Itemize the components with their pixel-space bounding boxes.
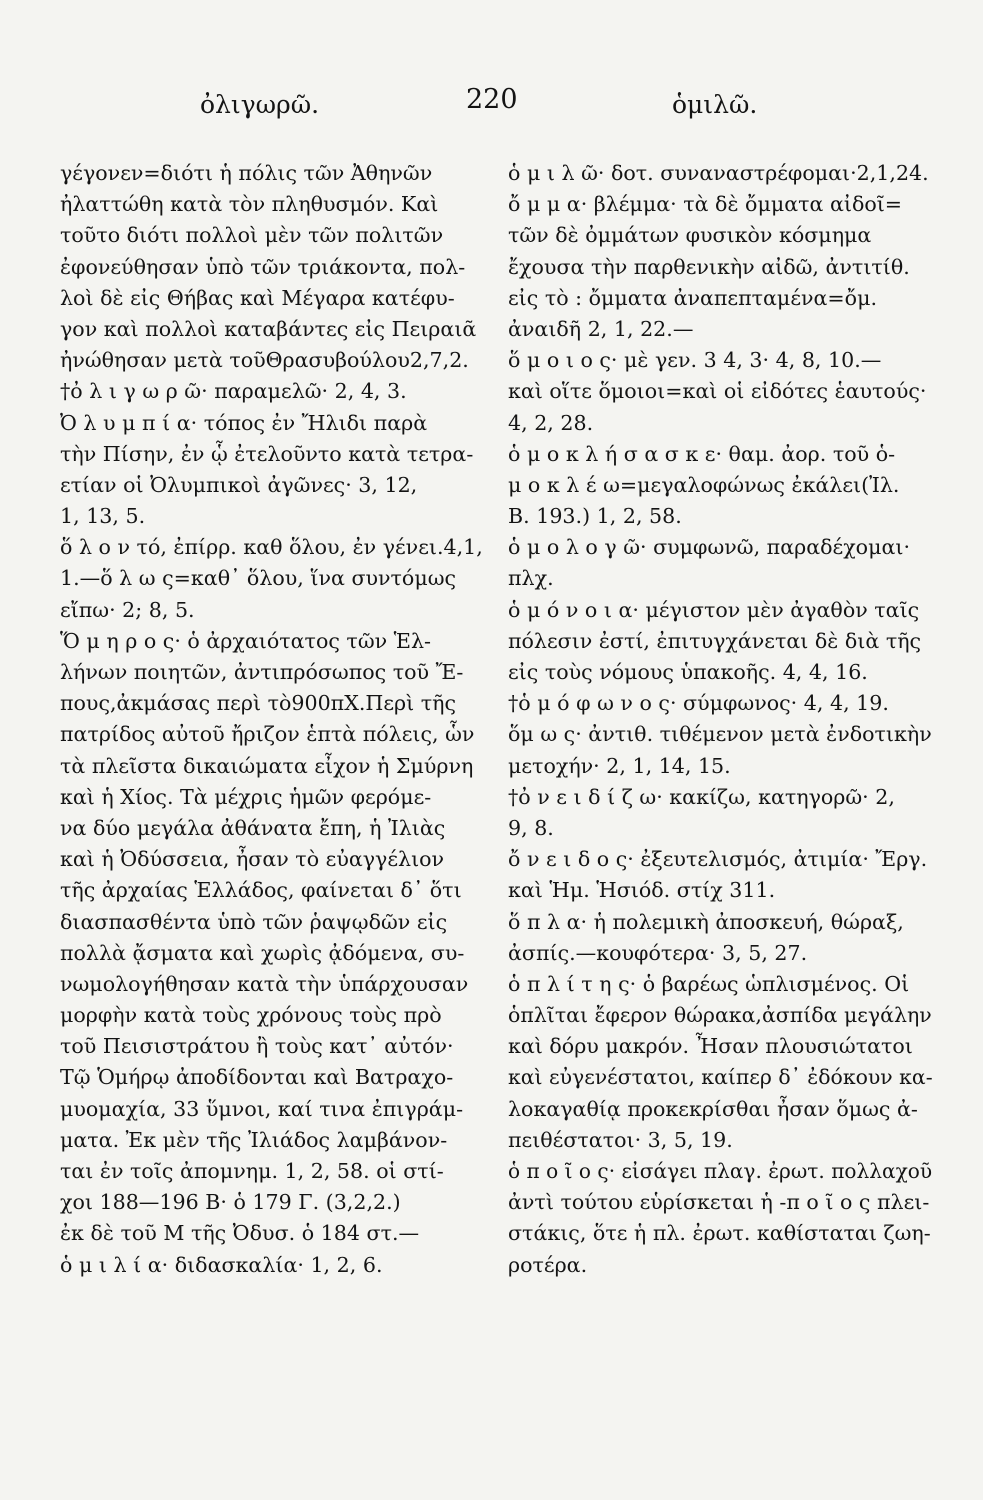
header-right-catchword: ὁμιλῶ.: [672, 90, 758, 119]
right-column-line: λοκαγαθίᾳ προκεκρίσθαι ἦσαν ὅμως ἀ-: [508, 1096, 918, 1121]
left-column: [60, 158, 488, 1281]
left-column-line: †ὀ λ ι γ ω ρ ῶ· παραμελῶ· 2, 4, 3.: [60, 379, 407, 404]
right-column-line: ἀναιδῆ 2, 1, 22.—: [508, 316, 694, 341]
right-column-line: ὄ ν ε ι δ ο ς· ἐξευτελισμός, ἀτιμία· Ἔργ.: [508, 847, 928, 872]
right-column-line: πόλεσιν ἐστί, ἐπιτυγχάνεται δὲ διὰ τῆς: [508, 628, 922, 653]
right-column: [508, 158, 932, 1281]
left-column-line: τοῦ Πεισιστράτου ἢ τοὺς κατ᾽ αὐτόν·: [60, 1034, 454, 1059]
right-column-line: μετοχήν· 2, 1, 14, 15.: [508, 753, 731, 778]
right-column-line: ὁ μ ι λ ῶ· δοτ. συναναστρέφομαι·2,1,24.: [508, 161, 929, 185]
right-column-line: ὅμ ω ς· ἀντιθ. τιθέμενον μετὰ ἐνδοτικὴν: [508, 722, 932, 747]
right-column-line: †ὀ ν ε ι δ ί ζ ω· κακίζω, κατηγορῶ· 2,: [508, 784, 895, 809]
left-column-line: πολλὰ ᾄσματα καὶ χωρὶς ᾀδόμενα, συ-: [60, 940, 465, 965]
left-column-line: γέγονεν=διότι ἡ πόλις τῶν Ἀθηνῶν: [60, 161, 433, 185]
right-column-line: εἰς τοὺς νόμους ὑπακοῆς. 4, 4, 16.: [508, 660, 868, 684]
right-column-line: ὁπλῖται ἔφερον θώρακα,ἀσπίδα μεγάλην: [508, 1003, 932, 1028]
left-column-line: ετίαν οἱ Ὀλυμπικοὶ ἀγῶνες· 3, 12,: [60, 472, 418, 497]
left-column-line: τὴν Πίσην, ἐν ᾧ ἐτελοῦντο κατὰ τετρα-: [60, 441, 474, 466]
page-number: 220: [466, 84, 518, 115]
left-column-line: Ὀ λ υ μ π ί α· τόπος ἐν Ἤλιδι παρὰ: [60, 410, 428, 435]
right-column-line: στάκις, ὅτε ἡ πλ. ἐρωτ. καθίσταται ζωη-: [508, 1221, 931, 1246]
left-column-line: χοι 188—196 Β· ὁ 179 Γ. (3,2,2.): [60, 1190, 401, 1215]
left-column-line: ἐφονεύθησαν ὑπὸ τῶν τριάκοντα, πολ-: [60, 254, 466, 279]
right-column-line: ὁ π λ ί τ η ς· ὁ βαρέως ὡπλισμένος. Οἱ: [508, 971, 910, 996]
left-column-line: εἴπω· 2; 8, 5.: [60, 597, 195, 622]
right-column-line: πλχ.: [508, 566, 554, 591]
right-column-line: ὁ μ ό ν ο ι α· μέγιστον μὲν ἀγαθὸν ταῖς: [508, 597, 920, 622]
right-column-line: 4, 2, 28.: [508, 410, 594, 435]
right-column-line: ἀσπίς.—κουφότερα· 3, 5, 27.: [508, 940, 808, 965]
left-column-line: νωμολογήθησαν κατὰ τὴν ὑπάρχουσαν: [60, 971, 469, 996]
left-column-line: καὶ ἡ Ὀδύσσεια, ἦσαν τὸ εὐαγγέλιον: [60, 847, 445, 872]
left-column-line: ὅ λ ο ν τό, ἐπίρρ. καθ ὅλου, ἐν γένει.4,1,: [60, 535, 483, 560]
right-column-line: 9, 8.: [508, 815, 554, 840]
left-column-line: ὁ μ ι λ ί α· διδασκαλία· 1, 2, 6.: [60, 1252, 383, 1277]
right-column-line: ροτέρα.: [508, 1252, 588, 1277]
right-column-line: ὁ μ ο λ ο γ ῶ· συμφωνῶ, παραδέχομαι·: [508, 535, 910, 560]
left-column-line: λοὶ δὲ εἰς Θήβας καὶ Μέγαρα κατέφυ-: [60, 285, 455, 310]
left-column-line: ματα. Ἐκ μὲν τῆς Ἰλιάδος λαμβάνον-: [60, 1127, 448, 1152]
left-column-line: Τῷ Ὁμήρῳ ἀποδίδονται καὶ Βατραχο-: [60, 1065, 454, 1090]
right-column-line: ἔχουσα τὴν παρθενικὴν αἰδῶ, ἀντιτίθ.: [508, 254, 910, 279]
left-column-line: ἠνώθησαν μετὰ τοῦΘρασυβούλου2,7,2.: [60, 348, 469, 373]
left-column-line: 1.—ὅ λ ω ς=καθ᾽ ὅλου, ἵνα συντόμως: [60, 566, 457, 591]
right-column-line: ὅ μ ο ι ο ς· μὲ γεν. 3 4, 3· 4, 8, 10.—: [508, 348, 882, 373]
right-column-line: Β. 193.) 1, 2, 58.: [508, 504, 682, 529]
left-column-line: τοῦτο διότι πολλοὶ μὲν τῶν πολιτῶν: [60, 223, 444, 248]
right-column-line: ὄ μ μ α· βλέμμα· τὰ δὲ ὄμματα αἰδοῖ=: [508, 192, 903, 217]
right-column-line: καὶ εὐγενέστατοι, καίπερ δ᾽ ἐδόκουν κα-: [508, 1065, 933, 1090]
left-column-line: ἠλαττώθη κατὰ τὸν πληθυσμόν. Καὶ: [60, 192, 439, 217]
right-column-line: τῶν δὲ ὀμμάτων φυσικὸν κόσμημα: [508, 223, 872, 248]
left-column-line: λήνων ποιητῶν, ἀντιπρόσωπος τοῦ Ἔ-: [60, 660, 464, 684]
right-column-line: καὶ οἵτε ὅμοιοι=καὶ οἱ εἰδότες ἑαυτούς·: [508, 379, 927, 404]
right-column-line: ὅ π λ α· ἡ πολεμικὴ ἀποσκευή, θώραξ,: [508, 909, 904, 934]
left-column-line: τῆς ἀρχαίας Ἑλλάδος, φαίνεται δ᾽ ὅτι: [60, 878, 462, 903]
left-column-line: Ὅ μ η ρ ο ς· ὁ ἀρχαιότατος τῶν Ἑλ-: [60, 628, 432, 653]
left-column-line: μυομαχία, 33 ὕμνοι, καί τινα ἐπιγράμ-: [60, 1096, 464, 1121]
page-header: [0, 84, 983, 130]
left-column-line: γον καὶ πολλοὶ καταβάντες εἰς Πειραιᾶ: [60, 316, 477, 341]
right-column-line: καὶ Ἡμ. Ἡσιόδ. στίχ 311.: [508, 878, 776, 903]
left-column-line: τὰ πλεῖστα δικαιώματα εἶχον ἡ Σμύρνη: [60, 753, 474, 778]
right-column-line: πειθέστατοι· 3, 5, 19.: [508, 1127, 733, 1152]
left-column-line: καὶ ἡ Χίος. Τὰ μέχρις ἡμῶν φερόμε-: [60, 784, 432, 809]
left-column-line: πατρίδος αὐτοῦ ἤριζον ἑπτὰ πόλεις, ὧν: [60, 722, 475, 747]
left-column-line: να δύο μεγάλα ἀθάνατα ἔπη, ἡ Ἰλιὰς: [60, 815, 446, 840]
left-column-line: ται ἐν τοῖς ἀπομνημ. 1, 2, 58. οἱ στί-: [60, 1159, 444, 1183]
right-column-line: ἀντὶ τούτου εὑρίσκεται ἡ -π ο ῖ ο ς πλει-: [508, 1190, 930, 1215]
left-column-line: ἐκ δὲ τοῦ Μ τῆς Ὀδυσ. ὁ 184 στ.—: [60, 1221, 420, 1246]
right-column-line: καὶ δόρυ μακρόν. Ἦσαν πλουσιώτατοι: [508, 1034, 913, 1059]
right-column-line: †ὁ μ ό φ ω ν ο ς· σύμφωνος· 4, 4, 19.: [508, 691, 889, 716]
header-left-catchword: ὀλιγωρῶ.: [200, 90, 320, 119]
left-column-line: μορφὴν κατὰ τοὺς χρόνους τοὺς πρὸ: [60, 1003, 442, 1028]
right-column-line: ὁ π ο ῖ ο ς· εἰσάγει πλαγ. ἐρωτ. πολλαχοῦ: [508, 1159, 933, 1183]
left-column-line: 1, 13, 5.: [60, 504, 146, 529]
left-column-line: πους,ἀκμάσας περὶ τὸ900πΧ.Περὶ τῆς: [60, 691, 457, 716]
left-column-line: διασπασθέντα ὑπὸ τῶν ῥαψῳδῶν εἰς: [60, 909, 448, 934]
right-column-line: μ ο κ λ έ ω=μεγαλοφώνως ἐκάλει(Ἰλ.: [508, 472, 900, 497]
right-column-line: εἰς τὸ : ὄμματα ἀναπεπταμένα=ὄμ.: [508, 285, 877, 310]
right-column-line: ὁ μ ο κ λ ή σ α σ κ ε· θαμ. ἀορ. τοῦ ὁ-: [508, 441, 896, 466]
